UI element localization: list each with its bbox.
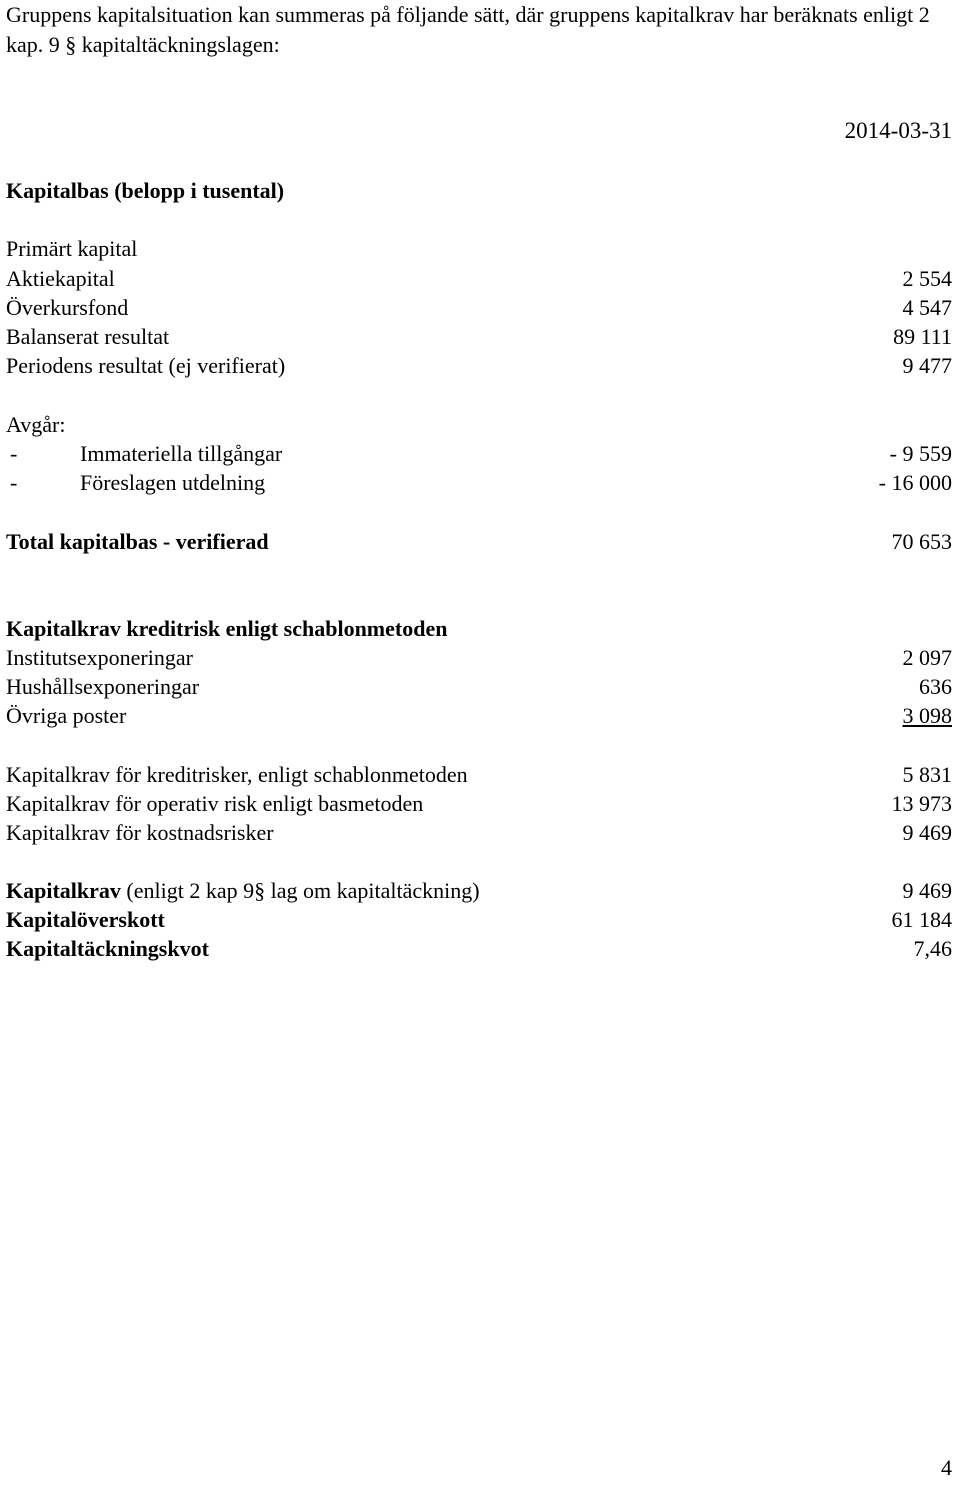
kapitalkrav-value: 9 469	[902, 878, 952, 903]
row-label: Periodens resultat (ej verifierat)	[6, 353, 286, 378]
row-label: Föreslagen utdelning	[80, 470, 266, 495]
row-value: - 16 000	[878, 470, 952, 495]
kapitalkrav-rest: (enligt 2 kap 9§ lag om kapitaltäckning)	[120, 878, 480, 903]
intro-paragraph: Gruppens kapitalsituation kan summeras på följande sätt, där gruppens kapitalkrav har beräknats enligt 2 kap. 9 § kapitaltäckningslagen:	[6, 2, 930, 57]
kapitalkrav-label	[6, 876, 480, 905]
row-dash: -	[10, 470, 18, 495]
row-value: 3 098	[902, 703, 952, 728]
row-label: Överkursfond	[6, 295, 129, 320]
total-value: 70 653	[891, 529, 952, 554]
row-value: 9 477	[902, 353, 952, 378]
row-label: Balanserat resultat	[6, 324, 170, 349]
table-row	[6, 789, 952, 818]
kapitaltackningskvot-row	[6, 934, 952, 963]
table-row	[6, 701, 952, 730]
kapitalbas-heading-label: Kapitalbas (belopp i tusental)	[6, 178, 285, 203]
table-row	[6, 643, 952, 672]
table-row	[6, 468, 952, 497]
table-row	[6, 672, 952, 701]
kreditrisk-heading-label: Kapitalkrav kreditrisk enligt schablonmetoden	[6, 616, 448, 641]
kapitaloverskott-label: Kapitalöverskott	[6, 907, 165, 932]
table-row	[6, 322, 952, 351]
row-label: Aktiekapital	[6, 266, 115, 291]
row-dash: -	[10, 441, 18, 466]
report-date: 2014-03-31	[844, 118, 952, 143]
kapitaloverskott-value: 61 184	[891, 907, 952, 932]
row-label: Övriga poster	[6, 703, 127, 728]
table-row	[6, 264, 952, 293]
row-value: 2 554	[902, 266, 952, 291]
kapitalkrav-row	[6, 876, 952, 905]
row-label: Kapitalkrav för operativ risk enligt basmetoden	[6, 791, 424, 816]
row-value: 4 547	[902, 295, 952, 320]
avgar-heading	[6, 410, 952, 439]
row-label: Institutsexponeringar	[6, 645, 193, 670]
row-value: 89 111	[893, 324, 952, 349]
row-value: 636	[919, 674, 952, 699]
row-value: 5 831	[902, 762, 952, 787]
row-value: - 9 559	[889, 441, 952, 466]
row-value: 2 097	[902, 645, 952, 670]
kapitalbas-heading	[6, 176, 952, 205]
table-row	[6, 760, 952, 789]
primart-heading-label: Primärt kapital	[6, 236, 138, 261]
row-label: Kapitalkrav för kreditrisker, enligt schablonmetoden	[6, 762, 468, 787]
kapitaloverskott-row	[6, 905, 952, 934]
table-row	[6, 439, 952, 468]
table-row	[6, 293, 952, 322]
kapitalkrav-bold: Kapitalkrav	[6, 878, 121, 903]
table-row	[6, 818, 952, 847]
kapitaltackningskvot-value: 7,46	[913, 936, 952, 961]
page-number: 4	[941, 1455, 952, 1480]
row-label: Hushållsexponeringar	[6, 674, 200, 699]
kreditrisk-heading	[6, 614, 952, 643]
row-value: 9 469	[902, 820, 952, 845]
total-label: Total kapitalbas - verifierad	[6, 529, 269, 554]
row-label: Kapitalkrav för kostnadsrisker	[6, 820, 274, 845]
total-row	[6, 527, 952, 556]
avgar-heading-label: Avgår:	[6, 412, 66, 437]
primart-heading	[6, 234, 952, 263]
kapitaltackningskvot-label: Kapitaltäckningskvot	[6, 936, 209, 961]
row-label: Immateriella tillgångar	[80, 441, 283, 466]
row-value: 13 973	[891, 791, 952, 816]
table-row	[6, 351, 952, 380]
